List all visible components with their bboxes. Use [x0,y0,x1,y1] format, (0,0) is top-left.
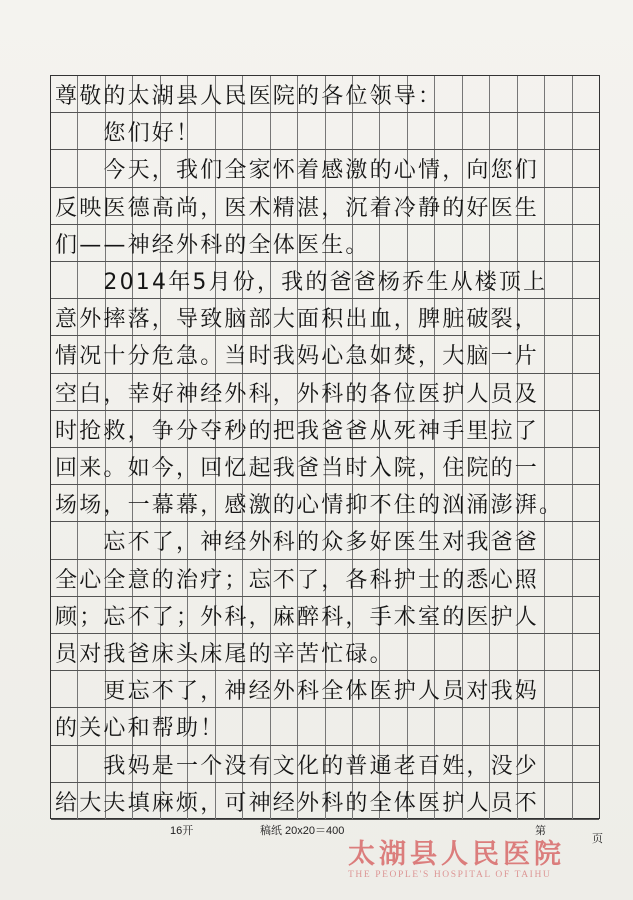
letter-line: 时抢救，争分夺秒的把我爸爸从死神手里拉了 [55,418,540,444]
letter-line: 今天，我们全家怀着感激的心情，向您们 [55,158,540,184]
hospital-name-en: THE PEOPLE'S HOSPITAL OF TAIHU [348,870,552,880]
letter-line: 员对我爸床头床尾的辛苦忙碌。 [55,642,394,668]
letter-line: 顾；忘不了；外科，麻醉科，手术室的医护人 [55,604,540,630]
letter-line: 回来。如今，回忆起我爸当时入院，住院的一 [55,456,540,482]
letter-line: 我妈是一个没有文化的普通老百姓，没少 [55,753,540,779]
letter-line: 情况十分危急。当时我妈心急如焚，大脑一片 [55,344,540,370]
letter-line: 的关心和帮助！ [55,716,225,742]
letter-line: 意外摔落，导致脑部大面积出血，脾脏破裂， [55,307,540,333]
letter-line: 给大夫填麻烦，可神经外科的全体医护人员不 [55,790,540,816]
letter-line: 2014年5月份，我的爸爸杨乔生从楼顶上 [55,270,548,296]
letter-line: 忘不了，神经外科的众多好医生对我爸爸 [55,530,540,556]
letter-line: 全心全意的治疗；忘不了，各科护士的悉心照 [55,567,540,593]
manuscript-grid [50,75,600,819]
page-label-suffix: 页 [592,833,603,845]
letter-line: 空白，幸好神经外科，外科的各位医护人员及 [55,381,540,407]
paper-spec-label: 稿纸 20x20＝400 [260,825,345,837]
letter-line: 尊敬的太湖县人民医院的各位领导： [55,84,443,110]
paper-format-label: 16开 [170,825,194,837]
letter-line: 们——神经外科的全体医生。 [55,232,370,258]
letter-line: 反映医德高尚，医术精湛，沉着冷静的好医生 [55,195,540,221]
letter-line: 更忘不了，神经外科全体医护人员对我妈 [55,679,540,705]
page-label-prefix: 第 [535,825,546,837]
letter-line: 场场，一幕幕，感激的心情抑不住的汹涌澎湃。 [55,493,564,519]
hospital-name-cn: 太湖县人民医院 [348,839,565,870]
letter-line: 您们好！ [55,121,201,147]
